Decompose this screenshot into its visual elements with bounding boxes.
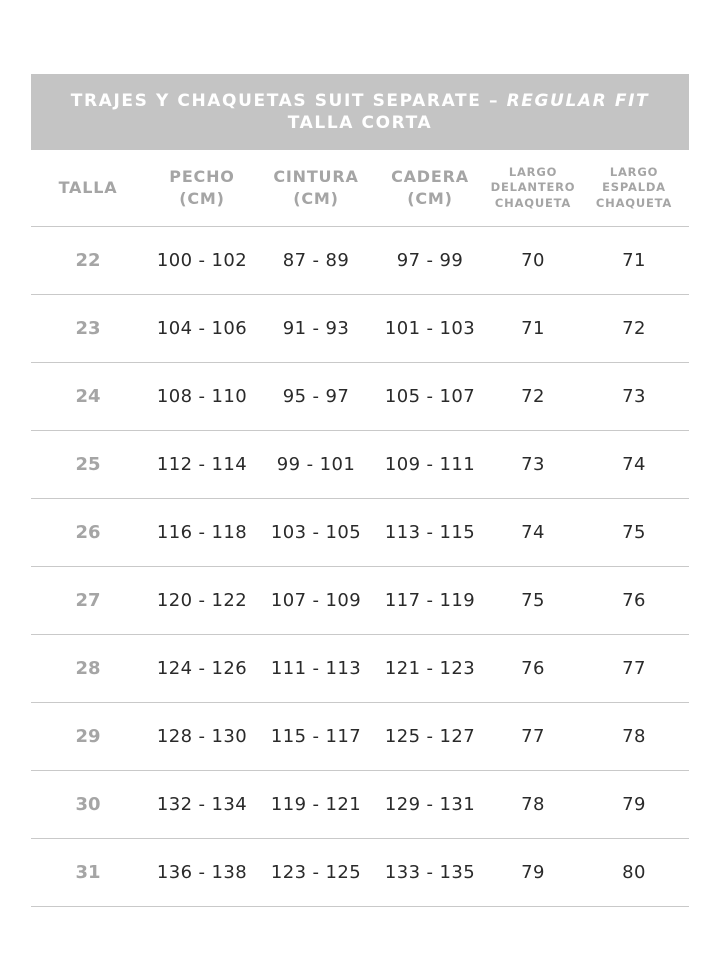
cell-cintura: 99 - 101 (276, 454, 356, 475)
cell-talla: 24 (75, 386, 101, 407)
cell-largo-delantero: 79 (521, 862, 545, 883)
table-row (31, 431, 689, 499)
cell-pecho: 104 - 106 (156, 318, 248, 339)
header-pecho-label: PECHO (169, 167, 235, 186)
cell-largo-delantero: 70 (521, 250, 545, 271)
header-largo-delantero-line-2: DELANTERO (490, 180, 576, 195)
table-row (31, 839, 689, 907)
cell-largo-delantero: 75 (521, 590, 545, 611)
table-body (31, 227, 689, 907)
cell-largo-espalda: 77 (622, 658, 646, 679)
cell-talla: 23 (75, 318, 101, 339)
table-title-line-1 (71, 90, 649, 112)
table-row (31, 567, 689, 635)
cell-cintura: 87 - 89 (282, 250, 350, 271)
cell-talla: 22 (75, 250, 101, 271)
cell-talla: 31 (75, 862, 101, 883)
cell-largo-espalda: 75 (622, 522, 646, 543)
size-chart-table (31, 74, 689, 907)
header-pecho (145, 150, 259, 226)
cell-cintura: 107 - 109 (270, 590, 362, 611)
cell-cadera: 133 - 135 (384, 862, 476, 883)
cell-largo-delantero: 71 (521, 318, 545, 339)
cell-talla: 29 (75, 726, 101, 747)
header-cintura-label: CINTURA (273, 167, 359, 186)
cell-cadera: 121 - 123 (384, 658, 476, 679)
cell-pecho: 116 - 118 (156, 522, 248, 543)
cell-largo-delantero: 77 (521, 726, 545, 747)
cell-cadera: 105 - 107 (384, 386, 476, 407)
cell-pecho: 108 - 110 (156, 386, 248, 407)
cell-pecho: 112 - 114 (156, 454, 248, 475)
table-row (31, 363, 689, 431)
cell-cintura: 119 - 121 (270, 794, 362, 815)
column-header-row (31, 150, 689, 227)
header-largo-espalda-line-2: ESPALDA (602, 180, 666, 195)
header-cintura-unit: (CM) (293, 189, 339, 208)
cell-largo-espalda: 78 (622, 726, 646, 747)
header-largo-delantero-line-3: CHAQUETA (494, 195, 572, 210)
header-cadera-unit: (CM) (407, 189, 453, 208)
cell-talla: 30 (75, 794, 101, 815)
cell-talla: 25 (75, 454, 101, 475)
cell-pecho: 136 - 138 (156, 862, 248, 883)
cell-largo-delantero: 73 (521, 454, 545, 475)
table-row (31, 771, 689, 839)
cell-talla: 28 (75, 658, 101, 679)
cell-largo-espalda: 72 (622, 318, 646, 339)
table-row (31, 499, 689, 567)
header-talla (31, 150, 145, 226)
table-row (31, 635, 689, 703)
cell-cintura: 103 - 105 (270, 522, 362, 543)
header-largo-espalda-line-1: LARGO (609, 164, 659, 179)
cell-cadera: 125 - 127 (384, 726, 476, 747)
header-talla-label: TALLA (58, 178, 118, 197)
header-cadera (373, 150, 487, 226)
cell-pecho: 124 - 126 (156, 658, 248, 679)
cell-pecho: 120 - 122 (156, 590, 248, 611)
cell-cintura: 115 - 117 (270, 726, 362, 747)
cell-largo-espalda: 76 (622, 590, 646, 611)
cell-largo-espalda: 79 (622, 794, 646, 815)
cell-cadera: 117 - 119 (384, 590, 476, 611)
cell-pecho: 100 - 102 (156, 250, 248, 271)
table-row (31, 295, 689, 363)
cell-pecho: 132 - 134 (156, 794, 248, 815)
header-cintura (259, 150, 373, 226)
cell-largo-espalda: 80 (622, 862, 646, 883)
cell-cadera: 109 - 111 (384, 454, 476, 475)
cell-largo-espalda: 74 (622, 454, 646, 475)
cell-largo-espalda: 73 (622, 386, 646, 407)
table-row (31, 703, 689, 771)
cell-cintura: 111 - 113 (270, 658, 362, 679)
cell-cintura: 123 - 125 (270, 862, 362, 883)
header-largo-espalda (579, 150, 689, 226)
header-largo-espalda-line-3: CHAQUETA (595, 195, 673, 210)
table-title-line-2: TALLA CORTA (287, 113, 433, 133)
table-title-main: TRAJES Y CHAQUETAS SUIT SEPARATE – (70, 91, 500, 111)
header-cadera-label: CADERA (391, 167, 469, 186)
cell-cintura: 95 - 97 (282, 386, 350, 407)
cell-cintura: 91 - 93 (282, 318, 350, 339)
cell-pecho: 128 - 130 (156, 726, 248, 747)
header-largo-delantero-line-1: LARGO (508, 164, 558, 179)
table-title-fit: REGULAR FIT (506, 91, 650, 111)
cell-largo-delantero: 78 (521, 794, 545, 815)
cell-largo-delantero: 76 (521, 658, 545, 679)
header-pecho-unit: (CM) (179, 189, 225, 208)
table-row (31, 227, 689, 295)
cell-largo-delantero: 74 (521, 522, 545, 543)
table-title-bar (31, 74, 689, 150)
cell-talla: 26 (75, 522, 101, 543)
cell-cadera: 97 - 99 (396, 250, 464, 271)
cell-largo-delantero: 72 (521, 386, 545, 407)
cell-largo-espalda: 71 (622, 250, 646, 271)
cell-talla: 27 (75, 590, 101, 611)
cell-cadera: 101 - 103 (384, 318, 476, 339)
header-largo-delantero (487, 150, 579, 226)
cell-cadera: 113 - 115 (384, 522, 476, 543)
cell-cadera: 129 - 131 (384, 794, 476, 815)
